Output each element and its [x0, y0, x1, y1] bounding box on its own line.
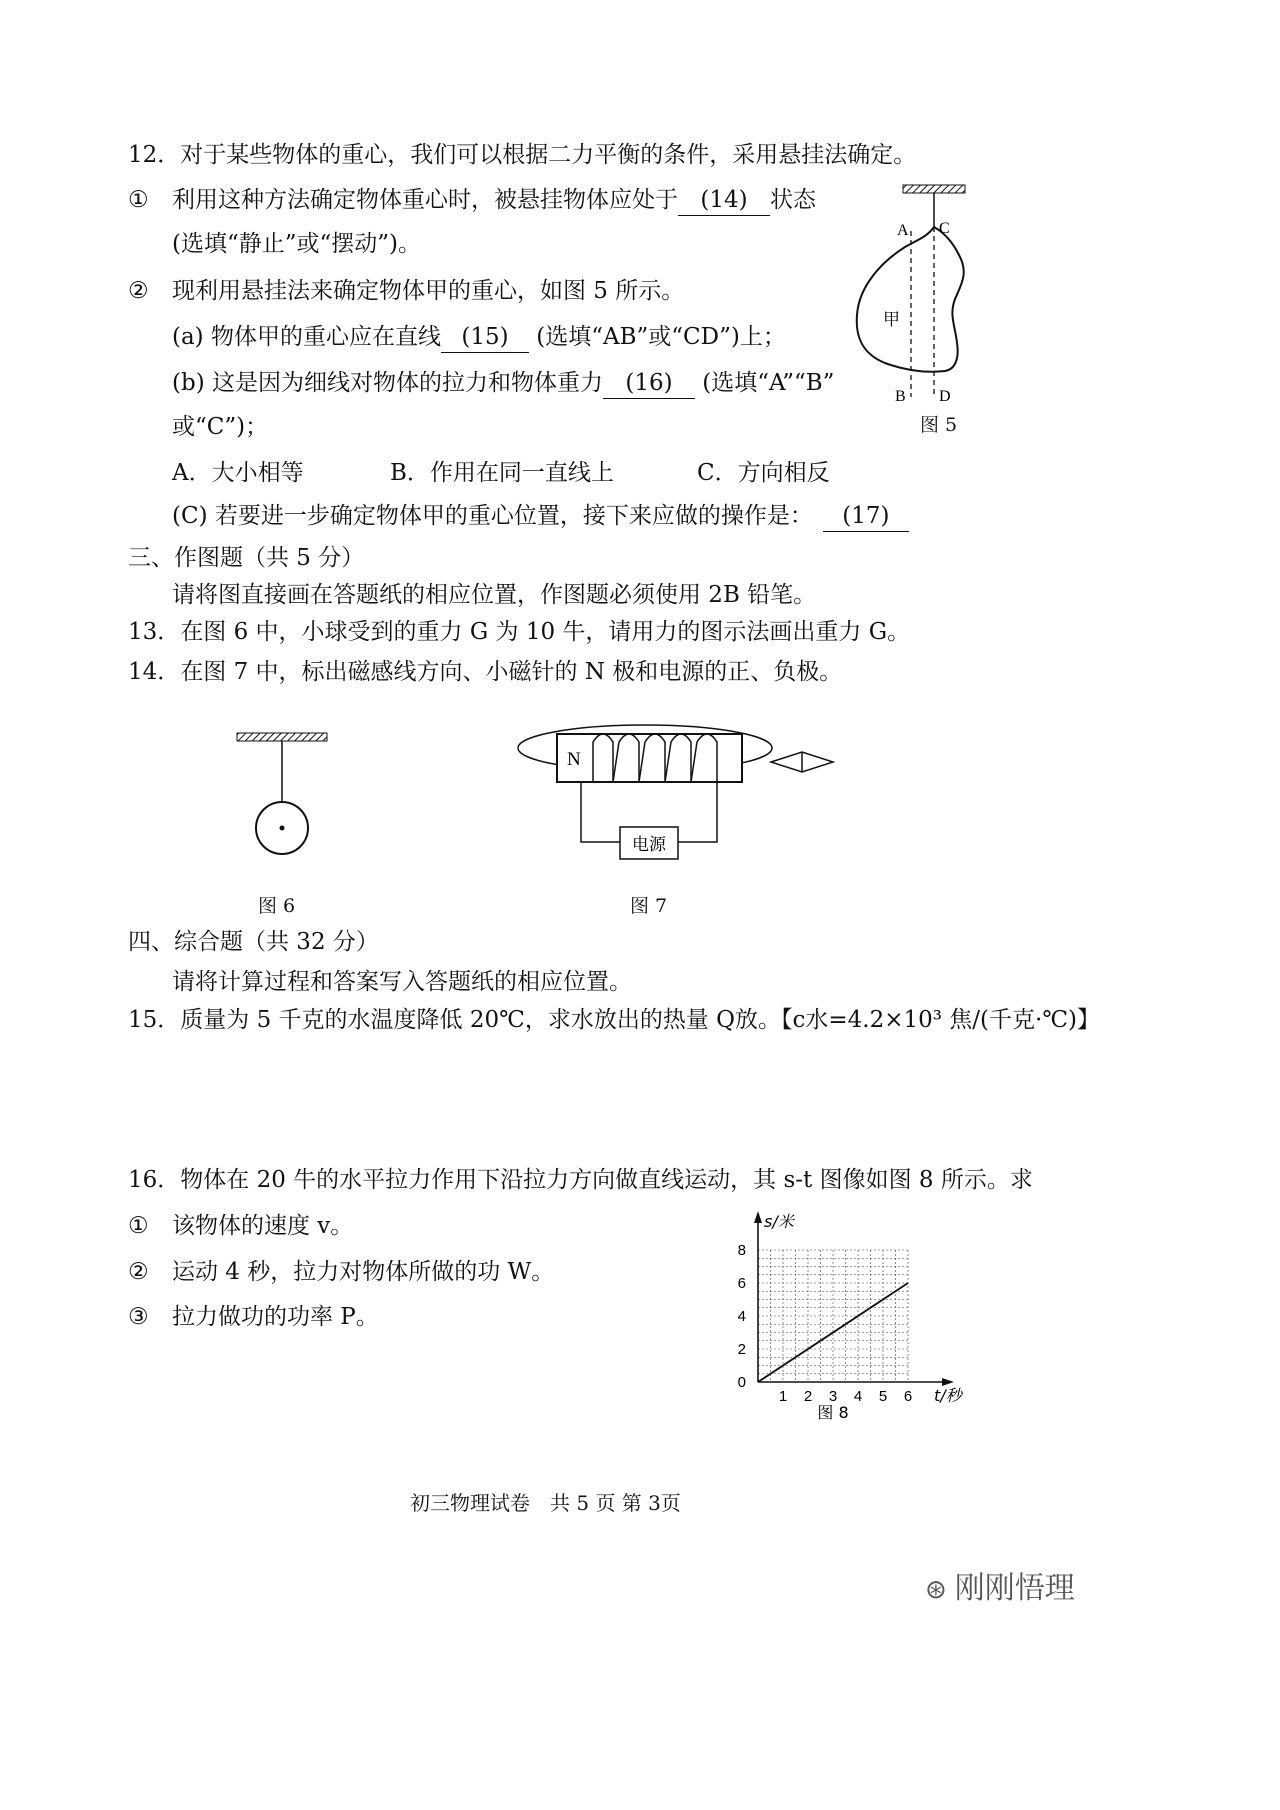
q16-part2-text: 运动 4 秒，拉力对物体所做的功 W。 [172, 1259, 555, 1285]
figure-6-caption: 图 6 [258, 895, 296, 917]
label-a: A [897, 222, 909, 239]
solenoid-core [557, 734, 742, 782]
wechat-icon: ⊛ [925, 1575, 947, 1605]
q12-part2-text: 现利用悬挂法来确定物体甲的重心，如图 5 所示。 [172, 278, 685, 304]
q15-text: 15．质量为 5 千克的水温度降低 20℃，求水放出的热量 Q放。【c水=4.2×10³ 焦/(千克·℃)】 [128, 1007, 1101, 1033]
label-c: C [939, 220, 950, 237]
q16-part3-text: 拉力做功的功率 P。 [172, 1304, 379, 1330]
x-axis-arrow [942, 1378, 954, 1386]
q12-subq-c-text: (C) 若要进一步确定物体甲的重心位置，接下来应做的操作是： [172, 503, 813, 529]
x-axis-label: t/秒 [934, 1386, 962, 1405]
y-tick-label: 4 [737, 1308, 746, 1325]
q16-part1-number: ① [128, 1213, 149, 1239]
ceiling-hatch [237, 733, 327, 741]
q12-part1-text: 利用这种方法确定物体重心时，被悬挂物体应处于 [172, 187, 678, 213]
q16-part3-number: ③ [128, 1304, 149, 1330]
figure-8-chart [720, 1205, 980, 1420]
q12-part1-line [172, 185, 816, 216]
section-4-title: 四、综合题（共 32 分） [128, 929, 379, 955]
object-jia-label: 甲 [883, 310, 900, 330]
q12-subq-b-hint-cont: 或“C”)； [172, 414, 269, 440]
ball-center-dot [280, 826, 285, 831]
q12-subq-b [172, 368, 834, 399]
q16-part1-text: 该物体的速度 v。 [172, 1213, 354, 1239]
q12-subq-a-hint: (选填“AB”或“CD”)上； [536, 324, 786, 350]
ceiling-hatch [903, 185, 965, 193]
page-footer: 初三物理试卷 共 5 页 第 3页 [410, 1491, 681, 1515]
wire-right [678, 782, 717, 842]
q12-subq-a [172, 322, 786, 353]
power-supply-label: 电源 [632, 835, 666, 855]
blank-17: (17) [823, 501, 909, 532]
origin-label: 0 [737, 1374, 746, 1391]
x-tick-label: 3 [828, 1388, 838, 1405]
option-b: B．作用在同一直线上 [390, 460, 614, 486]
y-tick-label: 8 [737, 1242, 746, 1259]
figure-5 [845, 175, 985, 440]
figure-6 [225, 725, 345, 865]
q12-subq-b-hint: (选填“A”“B” [702, 370, 835, 396]
q12-subq-a-text: (a) 物体甲的重心应在直线 [172, 324, 441, 350]
figure-5-caption: 图 5 [920, 414, 958, 436]
q12-part1-number: ① [128, 187, 149, 213]
q13-text: 13．在图 6 中，小球受到的重力 G 为 10 牛，请用力的图示法画出重力 G。 [128, 619, 911, 645]
section-3-title: 三、作图题（共 5 分） [128, 545, 365, 571]
x-tick-label: 1 [778, 1388, 788, 1405]
y-axis-label: s/米 [764, 1212, 794, 1231]
pole-label-n: N [567, 749, 581, 770]
q12-part1-hint: (选填“静止”或“摆动”)。 [172, 231, 421, 257]
y-tick-label: 2 [737, 1341, 746, 1358]
label-b: B [895, 388, 906, 405]
q12-part1-suffix: 状态 [770, 187, 816, 213]
blank-14: (14) [678, 185, 770, 216]
watermark-text: 刚刚悟理 [954, 1571, 1075, 1606]
x-tick-label: 6 [903, 1388, 913, 1405]
x-tick-label: 2 [803, 1388, 813, 1405]
q16-text: 16．物体在 20 牛的水平拉力作用下沿拉力方向做直线运动，其 s-t 图像如图 8 所示。求 [128, 1167, 1033, 1193]
label-d: D [939, 388, 951, 405]
q12-subq-c [172, 501, 909, 532]
x-tick-label: 5 [878, 1388, 888, 1405]
section-3-instruction: 请将图直接画在答题纸的相应位置，作图题必须使用 2B 铅笔。 [172, 582, 817, 608]
q16-part2-number: ② [128, 1259, 149, 1285]
q12-subq-b-text: (b) 这是因为细线对物体的拉力和物体重力 [172, 370, 603, 396]
option-c: C．方向相反 [697, 460, 830, 486]
q12-part2-number: ② [128, 278, 149, 304]
figure-7 [515, 712, 845, 872]
x-tick-label: 4 [853, 1388, 863, 1405]
y-tick-label: 6 [737, 1275, 746, 1292]
figure-8-caption: 图 8 [817, 1403, 849, 1420]
object-jia-outline [857, 227, 964, 372]
blank-16: (16) [603, 368, 695, 399]
q12-stem: 12．对于某些物体的重心，我们可以根据二力平衡的条件，采用悬挂法确定。 [128, 142, 917, 168]
wire-left [581, 782, 620, 842]
q14-text: 14．在图 7 中，标出磁感线方向、小磁针的 N 极和电源的正、负极。 [128, 659, 843, 685]
watermark [925, 1563, 1075, 1607]
option-a: A．大小相等 [172, 460, 304, 486]
section-4-instruction: 请将计算过程和答案写入答题纸的相应位置。 [172, 969, 632, 995]
figure-7-caption: 图 7 [630, 895, 668, 917]
y-axis-arrow [754, 1211, 762, 1223]
blank-15: (15) [441, 322, 529, 353]
